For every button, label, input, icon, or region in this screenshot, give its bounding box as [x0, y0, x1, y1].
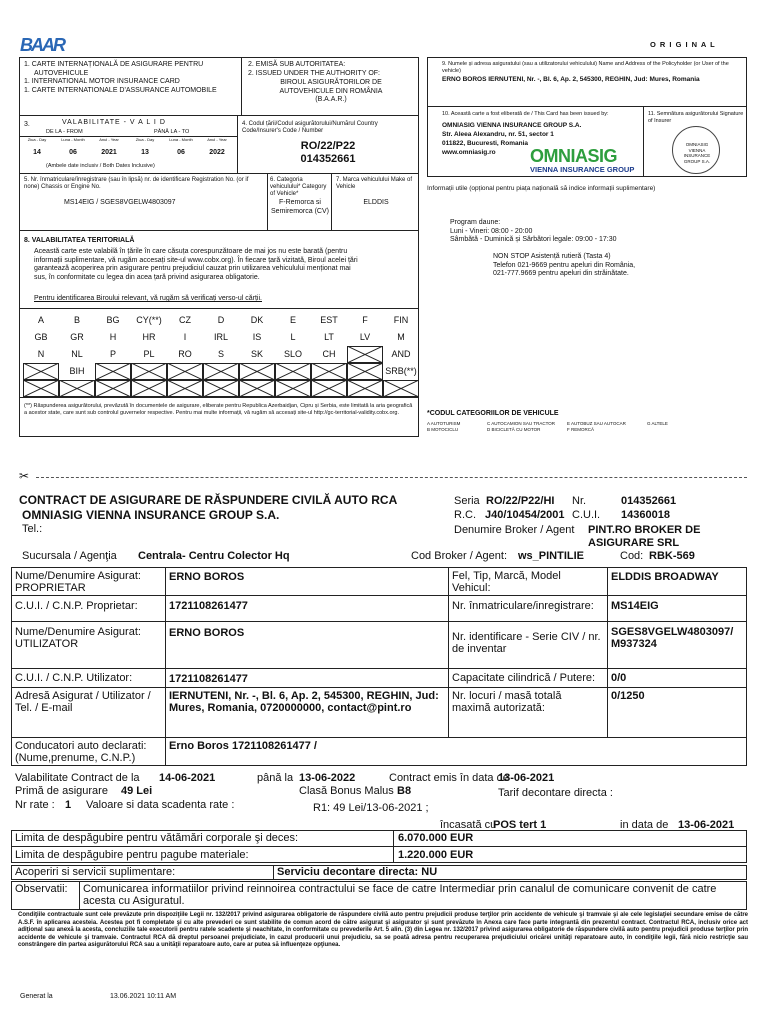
- card-from-label: DE LA - FROM: [46, 129, 83, 135]
- cut-line: [36, 477, 747, 478]
- country-code: CZ: [179, 315, 191, 325]
- user-cnp-value: 1721108261477: [169, 673, 248, 685]
- country-code: RO: [178, 349, 192, 359]
- cod-broker-value: ws_PINTILIE: [518, 550, 585, 562]
- crossed-country-box: [167, 380, 203, 397]
- contract-conditions: Condiţiile contractuale sunt cele prevăzute prin dispoziţiile Legii nr. 132/2017 privind asigurarea obligatorie de răspundere civilă auto pentru prejudicii produse terţilor prin accidente de vehicule şi tramvaie şi ale cele legislaţiei secundare emise de către A.S.F. în aplicarea acesteia. Acestea pot fi completate şi cu alte prevederi ce sunt stabilite de comun acord de către asigurat şi asigurator şi sunt prevăzute în Anexa care face parte integrantă din prezentul contract. Contractul RCA, inclusiv orice act adiţional sau anexă la acesta, concluziile tale executorii pentru ratele scadente şi neachitate, în conformitate cu prevederile Art. 5 alin. (3) din Legea nr. 132/2017 privind asigurarea obligatorie de răspundere civilă auto pentru prejudicii produse terţilor prin accidente de vehicule şi tramvaie. Contractul RCA dă dreptul persoanei prejudiciate, în cazul producerii unui prejudiciu, sa se poată adresa pentru recuperarea prejudiciului oricărei unităţi reparatoare auto, în condiţiile legii, fără nicio restricţie sau constrângere din partea asigurătorului RCA sau a unităţii reparatoare auto, care ar putea să influenţeze opţiunea.: [18, 912, 748, 949]
- observations-label: Observatii:: [15, 883, 68, 895]
- crossed-country-box: [95, 380, 131, 397]
- vin-label: Nr. identificare - Serie CIV / nr. de inventar: [452, 631, 601, 655]
- card-section-4-label: 4. Codul țării/Codul asigurătorului/Numărul Country Code/Insurer's Code / Number: [242, 121, 378, 134]
- card-section-6-value: F-Remorca si Semiremorca (CV): [271, 199, 329, 215]
- address-value: IERNUTENI, Nr. -, Bl. 6, Ap. 2, 545300, REGHIN, Jud: Mures, Romania, 0720000000, contact@pint.ro: [169, 690, 439, 714]
- country-code: PL: [143, 349, 155, 359]
- country-code: M: [397, 332, 405, 342]
- validity-until-label: până la: [257, 772, 294, 784]
- baar-logo: [20, 34, 72, 54]
- validity-label: Valabilitate Contract de la: [15, 772, 140, 784]
- capacity-label: Capacitate cilindrică / Putere:: [452, 672, 596, 684]
- country-code: BG: [106, 315, 120, 325]
- card-to-label: PÂNĂ LA - TO: [154, 129, 190, 135]
- card-code-2: 014352661: [300, 153, 356, 165]
- seats-value: 0/1250: [611, 690, 645, 702]
- crossed-country-box: [131, 380, 167, 397]
- cashed-date-label: in data de: [620, 819, 669, 831]
- broker-value: PINT.RO BROKER DE ASIGURARE SRL: [588, 524, 701, 549]
- info-note: Informații utile (opțional pentru piața națională să indice informații suplimentare): [427, 185, 656, 192]
- premium-label: Primă de asigurare: [15, 785, 108, 797]
- country-code: CY(**): [136, 315, 162, 325]
- crossed-country-box: [275, 380, 311, 397]
- country-grid: [23, 312, 419, 396]
- card-section-9-label: 9. Numele și adresa asiguratului (sau a utilizatorului vehiculului) Name and Address of the Policyholder (or User of the vehicle): [442, 61, 729, 74]
- limit-bodily-value: 6.070.000 EUR: [398, 832, 474, 844]
- svg-text:BAAR: BAAR: [20, 35, 64, 54]
- card-section-7-value: ELDDIS: [363, 199, 389, 206]
- country-code: LV: [359, 332, 371, 342]
- user-name-label: Nume/Denumire Asigurat: UTILIZATOR: [15, 626, 141, 650]
- claims-program: Program daune: Luni - Vineri: 08:00 - 20:00 Sâmbătă - Duminică și Sărbători legale: 09:00 - 17:30: [450, 219, 617, 243]
- card-dates: Ziua - Day Luna - Month Anul - Year Ziua - Day Luna - Month Anul - Year 14 06 2021 13 06 2022: [27, 137, 227, 156]
- country-code: D: [217, 315, 225, 325]
- crossed-country-box: [23, 380, 59, 397]
- due-label: Valoare si data scadenta rate :: [86, 799, 235, 811]
- contract-title: CONTRACT DE ASIGURARE DE RĂSPUNDERE CIVILĂ AUTO RCA: [19, 493, 398, 507]
- country-code: NL: [71, 349, 83, 359]
- country-code: H: [109, 332, 117, 342]
- cashed-value: POS tert 1: [493, 819, 547, 831]
- vehicle-codes-list: A AUTOTURISM C AUTOCAMION SAU TRACTOR E AUTOBUZ SAU AUTOCAR G ALTELE B MOTOCICLU D BICICLETĂ CU MOTOR F REMORCĂ: [427, 421, 668, 432]
- crossed-country-box: [203, 380, 239, 397]
- branch-value: Centrala- Centru Colector Hq: [138, 550, 290, 562]
- bonus-label: Clasă Bonus Malus: [299, 785, 394, 797]
- country-code: E: [289, 315, 296, 325]
- issued-label: Contract emis în data de: [389, 772, 509, 784]
- card-section-7-label: 7. Marca vehiculului Make of Vehicle: [336, 177, 413, 190]
- card-dates-note: (Ambele date inclusiv / Both Dates Inclusive): [46, 163, 155, 169]
- type-value: ELDDIS BROADWAY: [611, 571, 719, 583]
- crossed-country-box: [23, 363, 59, 380]
- observations-value: Comunicarea informatiilor privind reinnoirea contractului se face de catre Intermediar prin canalul de comunicare convenit de catre acesta cu Asiguratul.: [83, 883, 717, 907]
- card-footnote: (**) Răspunderea asigurătorului, prevăzută în documentele de asigurare, eliberate pentru Republica Azerbaidjan, Cipru și Serbia, este limitată la aria geografică a acestor state, care sunt sub controlul guvernelor respective. Pentru mai multe informații, vă rugăm să accesați site-ul http://gc-territorial-validity.cobx.org.: [24, 403, 413, 416]
- country-code: B: [73, 315, 80, 325]
- crossed-country-box: [95, 363, 131, 380]
- country-code: P: [109, 349, 116, 359]
- cui-value: 14360018: [621, 509, 670, 521]
- rc-label: R.C.: [454, 509, 476, 521]
- drivers-value: Erno Boros 1721108261477 /: [169, 740, 317, 752]
- country-code: CH: [322, 349, 336, 359]
- card-section-5-label: 5. Nr. înmatriculare/înregistrare (sau în lipsă) nr. de identificare Registration No. (or if none) Chassis or Engine No.: [24, 177, 249, 190]
- user-name-value: ERNO BOROS: [169, 627, 245, 639]
- country-code: LT: [324, 332, 334, 342]
- crossed-country-box: [131, 363, 167, 380]
- country-code: SLO: [283, 349, 302, 359]
- owner-cnp-label: C.U.I. / C.N.P. Proprietar:: [15, 600, 138, 612]
- limit-material-label: Limita de despăgubire pentru pagube materiale:: [15, 849, 249, 861]
- address-label: Adresă Asigurat / Utilizator / Tel. / E-mail: [15, 690, 151, 714]
- card-code-1: RO/22/P22: [300, 140, 356, 152]
- vehicle-codes-title: *CODUL CATEGORIILOR DE VEHICULE: [427, 410, 559, 417]
- seats-label: Nr. locuri / masă totală maximă autorizată:: [452, 690, 562, 714]
- card-section-8-title: 8. VALABILITATEA TERITORIALĂ: [24, 237, 135, 244]
- crossed-country-box: [59, 380, 95, 397]
- country-code: BIH: [69, 366, 85, 376]
- capacity-value: 0/0: [611, 672, 627, 684]
- country-code: F: [362, 315, 368, 325]
- country-code: FIN: [393, 315, 409, 325]
- crossed-country-box: [347, 380, 383, 397]
- cod-label: Cod:: [620, 550, 644, 562]
- country-code: DK: [250, 315, 264, 325]
- seria-label: Seria: [454, 495, 480, 507]
- validity-until: 13-06-2022: [299, 772, 356, 784]
- country-code: SK: [250, 349, 263, 359]
- owner-name-label: Nume/Denumire Asigurat: PROPRIETAR: [15, 570, 141, 594]
- country-code: GB: [34, 332, 48, 342]
- crossed-country-box: [275, 363, 311, 380]
- due-value: R1: 49 Lei/13-06-2021 ;: [313, 802, 429, 814]
- country-code: AND: [391, 349, 411, 359]
- cod-value: RBK-569: [649, 550, 695, 562]
- user-cnp-label: C.U.I. / C.N.P. Utilizator:: [15, 672, 133, 684]
- insurer-stamp: OMNIASIG VIENNA INSURANCE GROUP S.A.: [672, 126, 720, 174]
- reg-value: MS14EIG: [611, 600, 659, 612]
- crossed-country-box: [167, 363, 203, 380]
- nr-value: 014352661: [621, 495, 677, 507]
- issued-value: 13-06-2021: [498, 772, 555, 784]
- generated-value: 13.06.2021 10:11 AM: [110, 993, 177, 1000]
- country-code: L: [290, 332, 296, 342]
- crossed-country-box: [311, 363, 347, 380]
- crossed-country-box: [347, 363, 383, 380]
- rc-value: J40/10454/2001: [485, 509, 565, 521]
- card-section-3-valid: VALABILITATE - V A L I D: [62, 119, 166, 126]
- nr-label: Nr.: [572, 495, 587, 507]
- omniasig-logo: OMNIASIG VIENNA INSURANCE GROUP: [530, 146, 635, 174]
- country-code: HR: [142, 332, 156, 342]
- country-code: I: [183, 332, 187, 342]
- reg-label: Nr. înmatriculare/inregistrare:: [452, 600, 594, 612]
- original-label: O R I G I N A L: [650, 40, 716, 49]
- country-code: N: [37, 349, 45, 359]
- crossed-country-box: [239, 363, 275, 380]
- card-section-6-label: 6. Categoria vehiculului* Category of Vehicle*: [270, 177, 327, 197]
- validity-from: 14-06-2021: [159, 772, 216, 784]
- premium-value: 49 Lei: [121, 785, 153, 797]
- vin-value: SGES8VGELW4803097/ M937324: [611, 626, 734, 650]
- card-section-10-label: 10. Această carte a fost eliberată de / This Card has been issued by:: [442, 111, 609, 117]
- cod-broker-label: Cod Broker / Agent:: [411, 550, 507, 562]
- cover-label: Acoperiri si servicii suplimentare:: [15, 866, 176, 878]
- type-label: Fel, Tip, Marcă, Model Vehicul:: [452, 570, 561, 594]
- card-section-1: 1. CARTE INTERNAȚIONALĂ DE ASIGURARE PENTRU AUTOVEHICULE 1. INTERNATIONAL MOTOR INSURANCE CARD 1. CARTE INTERNATIONALE D'ASSURANCE AUTOMOBILE: [24, 61, 217, 94]
- cui-label: C.U.I.: [572, 509, 601, 521]
- crossed-country-box: [347, 346, 383, 363]
- card-section-8-text: Această carte este valabilă în țările în care căsuța corespunzătoare de mai jos nu este barată (pentru informații suplimentare, vă rugăm accesați site-ul www.cobx.org). În fiecare țară vizitată, Biroul acelei țări garantează acoperirea prin asigurare pentru prejudiciul cauzat prin utilizarea vehiculului menționat mai sus, în conformitate cu legea din acea țară privind asigurarea obligatorie.: [34, 248, 358, 281]
- cashed-label: încasată cu: [440, 819, 497, 831]
- card-section-9-value: ERNO BOROS IERNUTENI, Nr. -, Bl. 6, Ap. 2, 545300, REGHIN, Jud: Mures, Romania: [442, 76, 700, 83]
- cover-value: Serviciu decontare directa: NU: [277, 866, 438, 878]
- tel-label: Tel.:: [22, 523, 43, 535]
- country-code: A: [37, 315, 44, 325]
- country-code: IRL: [213, 332, 228, 342]
- drivers-label: Conducatori auto declarati: (Nume,prenume, C.N.P.): [15, 740, 147, 764]
- owner-name-value: ERNO BOROS: [169, 571, 245, 583]
- roadside-assistance: NON STOP Asistență rutieră (Tasta 4) Telefon 021-9669 pentru apeluri din România, 021-777.9669 pentru apeluri din străinătate.: [493, 253, 636, 277]
- rates-label: Nr rate :: [15, 799, 55, 811]
- country-code: SRB(**): [385, 366, 417, 376]
- card-section-10-body: OMNIASIG VIENNA INSURANCE GROUP S.A. Str. Aleea Alexandru, nr. 51, sector 1 011822, Bucuresti, Romania www.omniasig.ro: [442, 122, 582, 156]
- country-code: EST: [320, 315, 338, 325]
- card-section-2: 2. EMISĂ SUB AUTORITATEA: 2. ISSUED UNDER THE AUTHORITY OF: BIROUL ASIGURĂTORILOR DE AUTOVEHICULE DIN ROMÂNIA (B.A.A.R.): [248, 61, 383, 103]
- generated-label: Generat la: [20, 993, 53, 1000]
- insurer-name: OMNIASIG VIENNA INSURANCE GROUP S.A.: [22, 508, 280, 522]
- crossed-country-box: [239, 380, 275, 397]
- rates-value: 1: [65, 799, 72, 811]
- card-section-3-num: 3.: [24, 121, 30, 128]
- country-code: IS: [252, 332, 262, 342]
- crossed-country-box: [383, 380, 419, 397]
- broker-label: Denumire Broker / Agent: [454, 524, 575, 536]
- scissors-icon: ✂: [19, 469, 30, 483]
- crossed-country-box: [311, 380, 347, 397]
- bonus-value: B8: [397, 785, 412, 797]
- owner-cnp-value: 1721108261477: [169, 600, 248, 612]
- tarif-label: Tarif decontare directa :: [498, 787, 613, 799]
- card-section-5-value: MS14EIG / SGES8VGELW4803097: [64, 199, 176, 206]
- seria-value: RO/22/P22/HI: [486, 495, 555, 507]
- country-code: GR: [70, 332, 84, 342]
- crossed-country-box: [203, 363, 239, 380]
- country-code: S: [217, 349, 224, 359]
- limit-bodily-label: Limita de despăgubire pentru vătămări corporale şi deces:: [15, 832, 299, 844]
- branch-label: Sucursala / Agenţia: [22, 550, 117, 562]
- card-section-8-link: Pentru identificarea Biroului relevant, vă rugăm să verificați verso-ul cărții.: [34, 295, 262, 302]
- card-section-11-label: 11. Semnătura asigurătorului Signature of Insurer: [648, 111, 744, 124]
- cashed-date-value: 13-06-2021: [678, 819, 735, 831]
- limit-material-value: 1.220.000 EUR: [398, 849, 474, 861]
